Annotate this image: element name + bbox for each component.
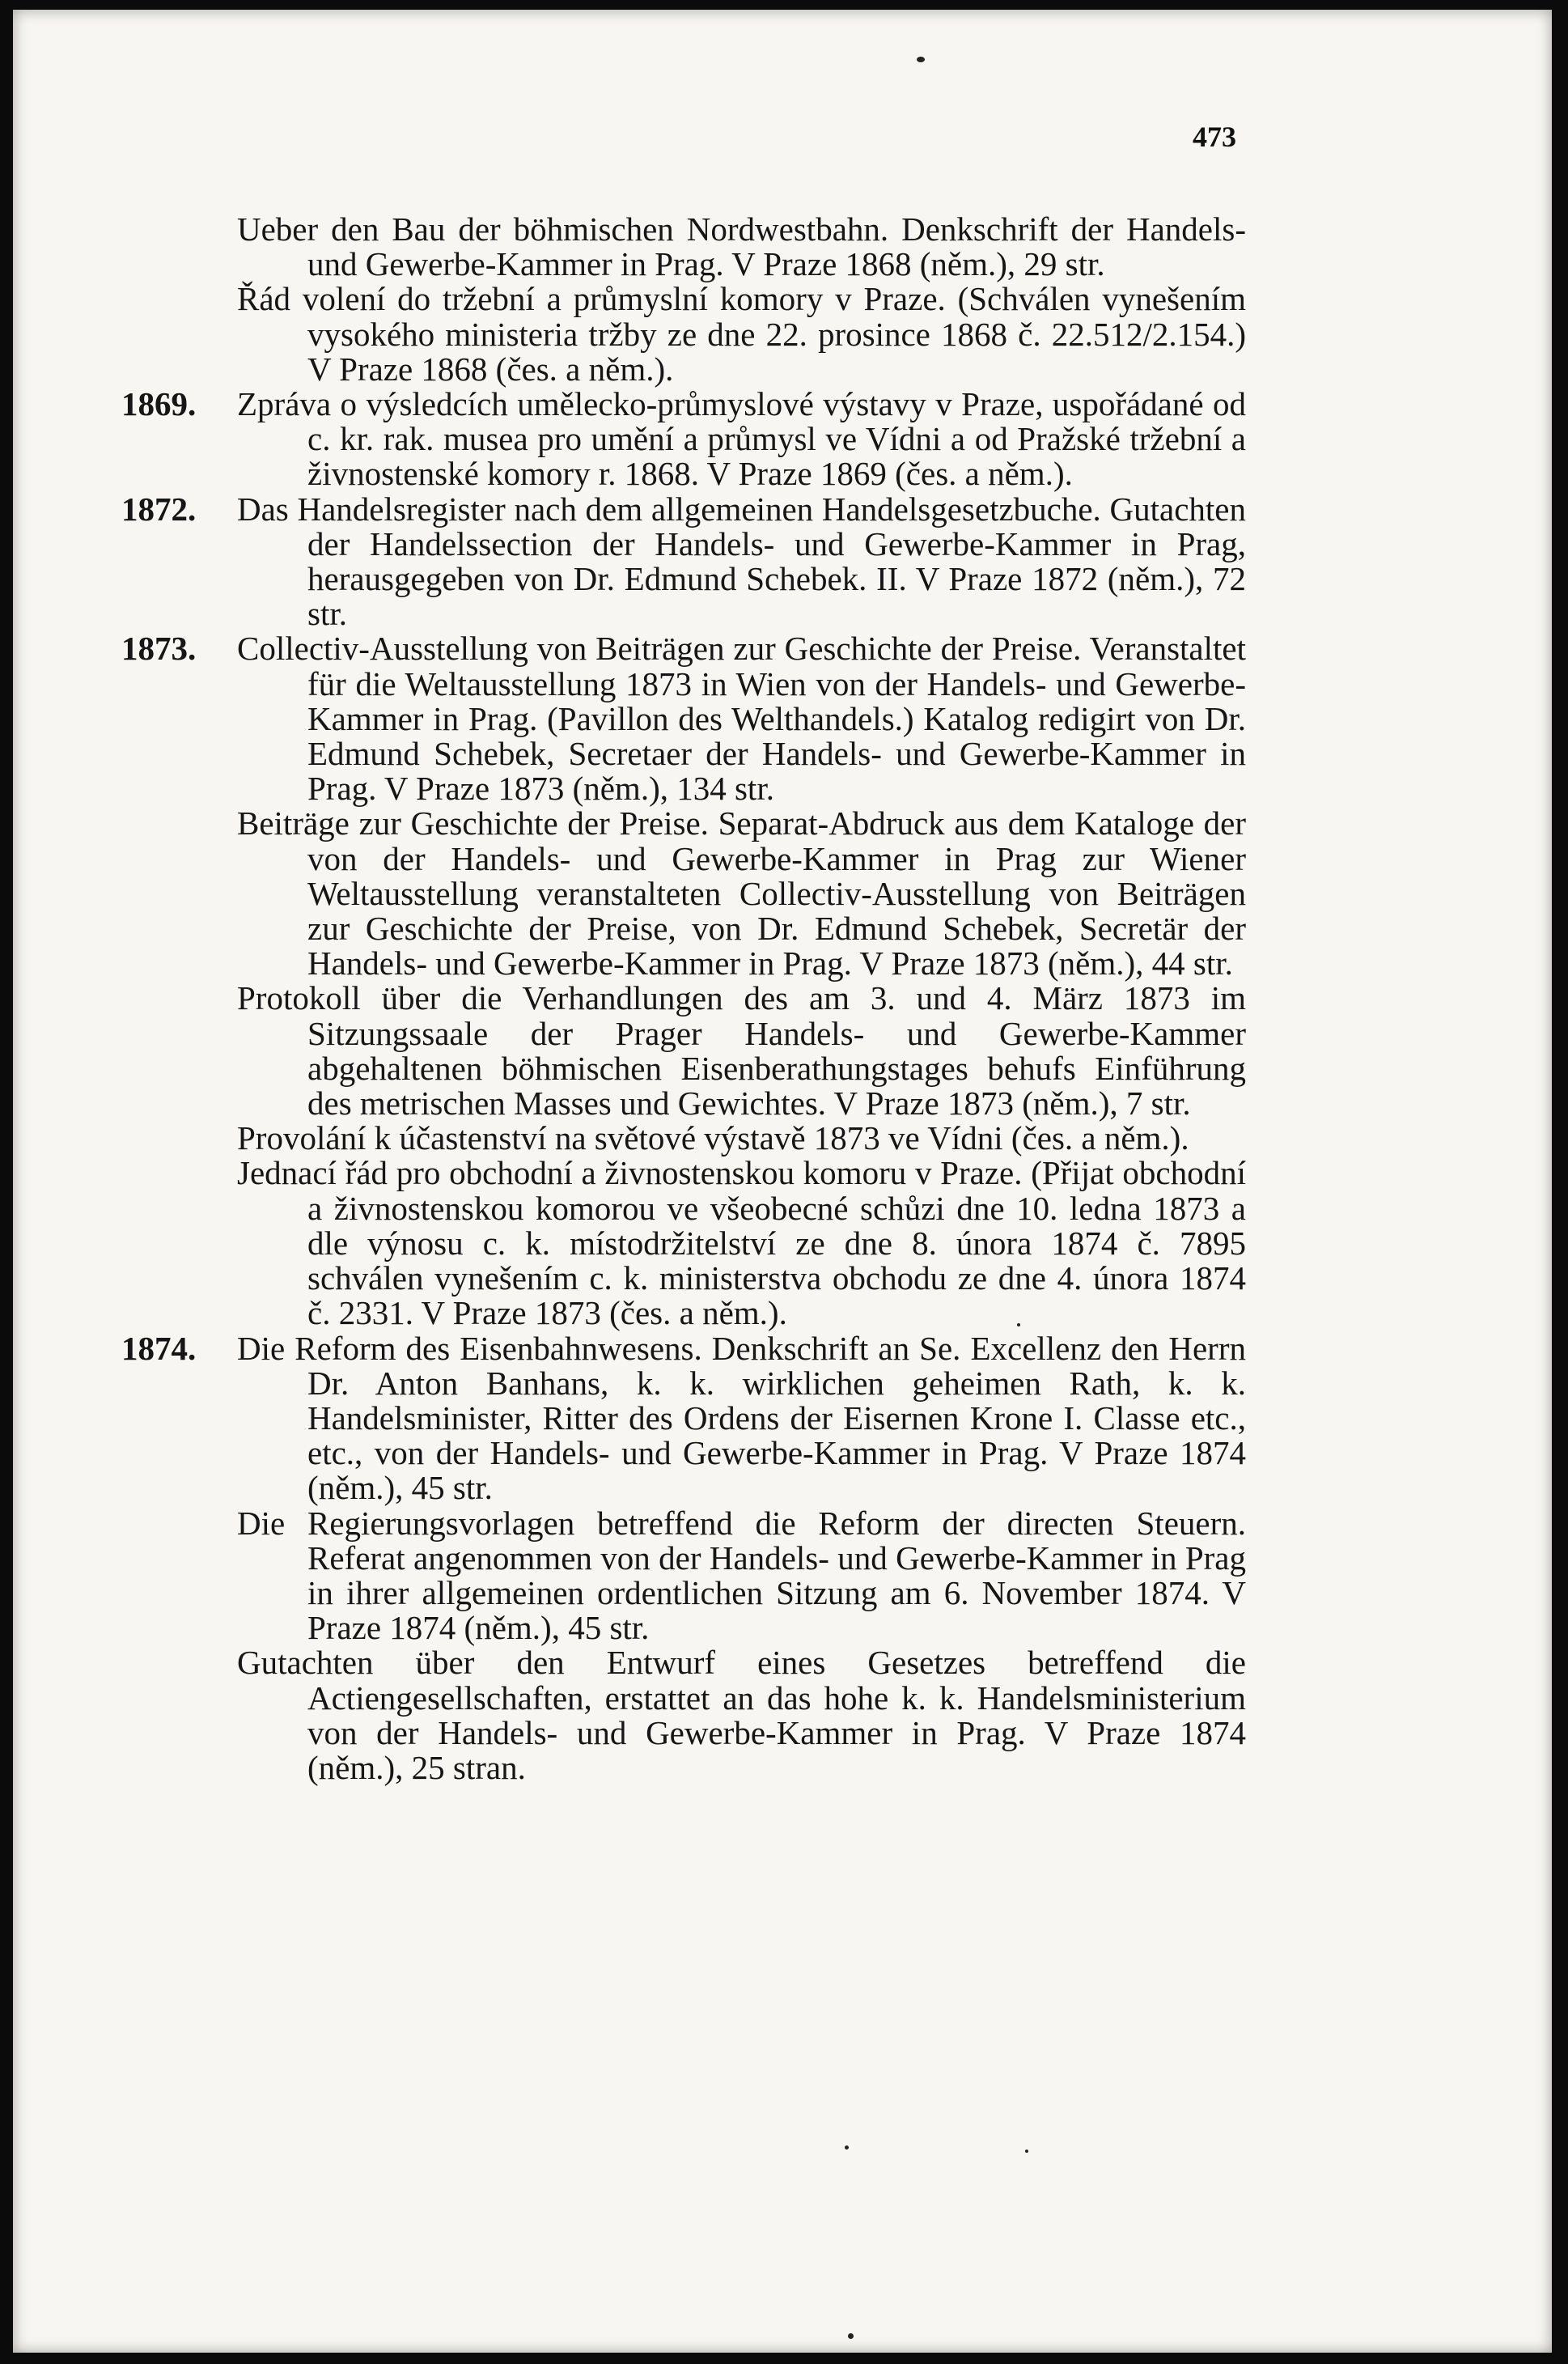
year-entry <box>121 631 1246 1331</box>
page-number: 473 <box>1193 121 1236 153</box>
ink-speck <box>917 57 925 62</box>
ink-speck <box>1025 2150 1028 2153</box>
ink-speck <box>848 2333 854 2339</box>
year-entry <box>121 492 1246 632</box>
bibliography-item: Protokoll über die Verhandlungen des am 3. und 4. März 1873 im Sitzungssaale der Prager Handels- und Gewerbe-Kammer abgehaltenen böhmischen Eisenberathungstages behufs Einführung des metrischen Masses und Gewichtes. V Praze 1873 (něm.), 7 str. <box>237 979 1246 1123</box>
bibliography-item: Zpráva o výsledcích umělecko-průmyslové výstavy v Praze, uspořádané od c. kr. rak. musea pro umění a průmysl ve Vídni a od Pražské tržební a živnostenské komory r. 1868. V Praze 1869 (čes. a něm.). <box>237 385 1246 493</box>
bibliography-item: Beiträge zur Geschichte der Preise. Separat-Abdruck aus dem Kataloge der von der Handels- und Gewerbe-Kammer in Prag zur Wiener Weltausstellung veranstalteten Collectiv-Ausstellung von Beiträgen zur Geschichte der Preise, von Dr. Edmund Schebek, Secretär der Handels- und Gewerbe-Kammer in Prag. V Praze 1873 (něm.), 44 str. <box>237 804 1246 983</box>
bibliography-list <box>121 212 1246 1785</box>
bibliography-item: Ueber den Bau der böhmischen Nordwestbahn. Denkschrift der Handels- und Gewerbe-Kammer in Prag. V Praze 1868 (něm.), 29 str. <box>237 210 1246 283</box>
year-label: 1872. <box>121 490 197 528</box>
year-label: 1874. <box>121 1329 197 1367</box>
year-entry <box>121 212 1246 387</box>
year-label: 1869. <box>121 385 197 423</box>
year-entry <box>121 1331 1246 1786</box>
bibliography-item: Jednací řád pro obchodní a živnostenskou komoru v Praze. (Přijat obchodní a živnostenskou komorou ve všeobecné schůzi dne 10. ledna 1873 a dle výnosu c. k. místodržitelství ze dne 8. února 1874 č. 7895 schválen vynešením c. k. ministerstva obchodu ze dne 4. února 1874 č. 2331. V Praze 1873 (čes. a něm.). <box>237 1154 1246 1332</box>
year-entry <box>121 387 1246 492</box>
bibliography-item: Collectiv-Ausstellung von Beiträgen zur Geschichte der Preise. Veranstaltet für die Weltausstellung 1873 in Wien von der Handels- und Gewerbe-Kammer in Prag. (Pavillon des Welthandels.) Katalog redigirt von Dr. Edmund Schebek, Secretaer der Handels- und Gewerbe-Kammer in Prag. V Praze 1873 (něm.), 134 str. <box>237 630 1246 808</box>
bibliography-item: Die Reform des Eisenbahnwesens. Denkschrift an Se. Excellenz den Herrn Dr. Anton Banhans, k. k. wirklichen geheimen Rath, k. k. Handelsminister, Ritter des Ordens der Eisernen Krone I. Classe etc., etc., von der Handels- und Gewerbe-Kammer in Prag. V Praze 1874 (něm.), 45 str. <box>237 1329 1246 1507</box>
bibliography-item: Řád volení do tržební a průmyslní komory v Praze. (Schválen vynešením vysokého ministeria tržby ze dne 22. prosince 1868 č. 22.512/2.154.) V Praze 1868 (čes. a něm.). <box>237 280 1246 388</box>
year-label: 1873. <box>121 630 197 668</box>
bibliography-item: Provolání k účastenství na světové výstavě 1873 ve Vídni (čes. a něm.). <box>237 1119 1189 1157</box>
bibliography-item: Gutachten über den Entwurf eines Gesetzes betreffend die Actiengesellschaften, erstattet an das hohe k. k. Handelsministerium von der Handels- und Gewerbe-Kammer in Prag. V Praze 1874 (něm.), 25 stran. <box>237 1644 1246 1786</box>
bibliography-item: Die Regierungsvorlagen betreffend die Reform der directen Steuern. Referat angenommen von der Handels- und Gewerbe-Kammer in Prag in ihrer allgemeinen ordentlichen Sitzung am 6. November 1874. V Praze 1874 (něm.), 45 str. <box>237 1504 1246 1647</box>
ink-speck <box>845 2145 849 2150</box>
bibliography-item: Das Handelsregister nach dem allgemeinen Handelsgesetzbuche. Gutachten der Handelssection der Handels- und Gewerbe-Kammer in Prag, herausgegeben von Dr. Edmund Schebek. II. V Praze 1872 (něm.), 72 str. <box>237 490 1246 633</box>
